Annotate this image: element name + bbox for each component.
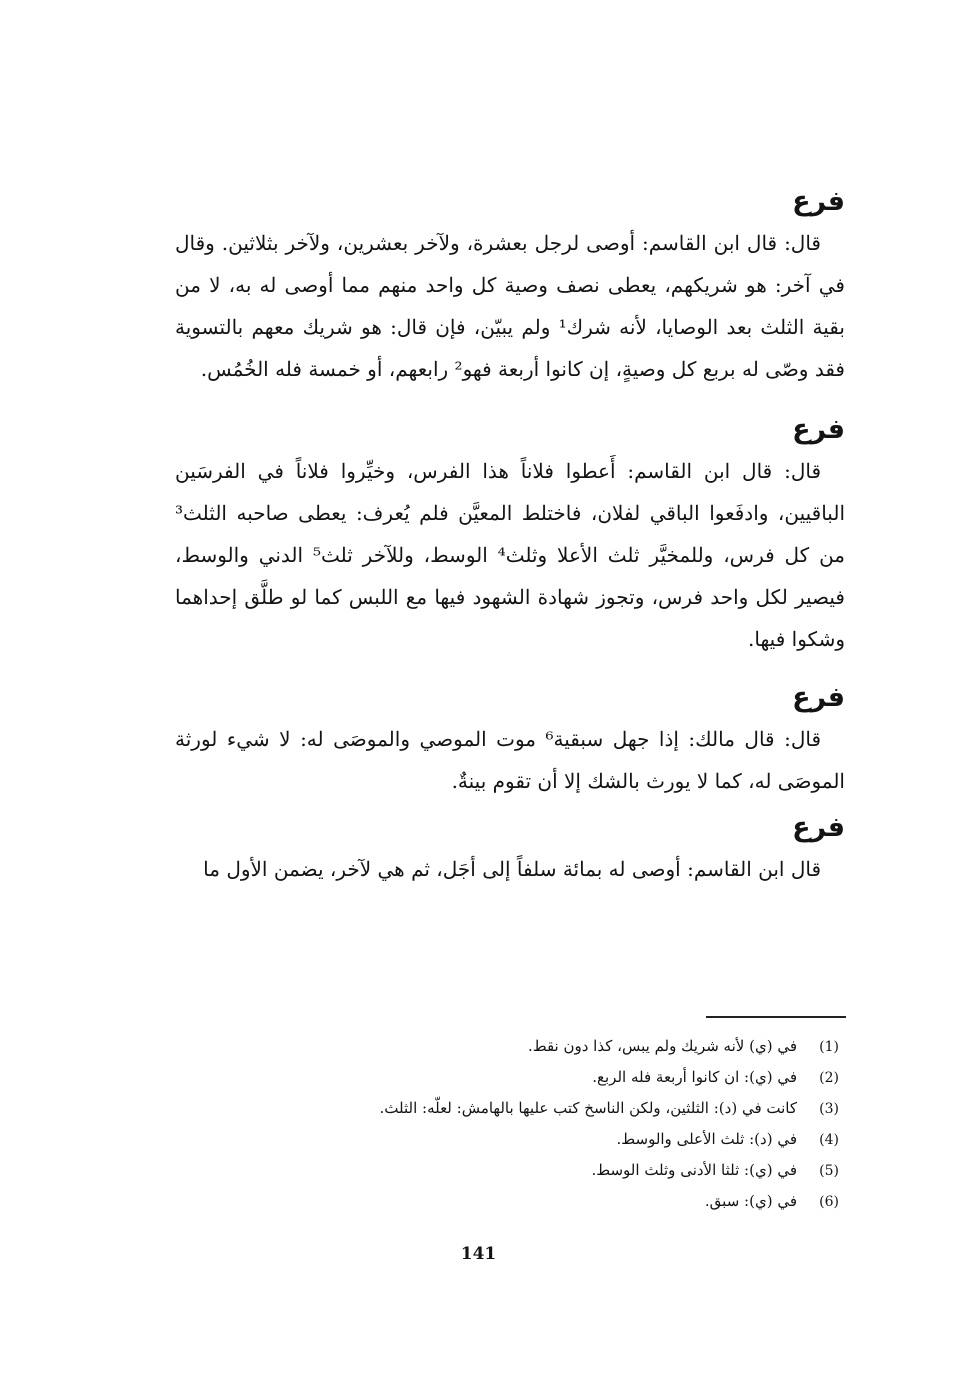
footnote-number: (3)	[819, 1101, 839, 1117]
main-text	[175, 182, 845, 890]
footnote-text: كانت في (د): الثلثين، ولكن الناسخ كتب عليها بالهامش: لعلّه: الثلث.	[379, 1099, 797, 1117]
footnote-text: في (ي): سبق.	[704, 1192, 797, 1210]
footnote-item	[175, 1062, 839, 1093]
footnote-list	[175, 1031, 839, 1217]
footnote-text: في (ي): ان كانوا أربعة فله الربع.	[592, 1068, 797, 1086]
footnote-text: في (ي): ثلثا الأدنى وثلث الوسط.	[591, 1161, 797, 1179]
footnote-item	[175, 1186, 839, 1217]
section-heading: فرع	[792, 682, 845, 713]
section-paragraph: قال ابن القاسم: أوصى له بمائة سلفاً إلى أجَل، ثم هي لآخر، يضمن الأول ما	[203, 857, 821, 881]
footnote-text: في (ي) لأنه شريك ولم يبس، كذا دون نقط.	[527, 1037, 797, 1055]
section-heading: فرع	[792, 812, 845, 843]
footnote-item	[175, 1093, 839, 1124]
page-number: 141	[460, 1244, 497, 1264]
footnote-number: (5)	[819, 1163, 839, 1179]
footnote-text: في (د): ثلث الأعلى والوسط.	[616, 1130, 797, 1148]
footnote-number: (4)	[819, 1132, 839, 1148]
section-heading: فرع	[792, 414, 845, 445]
section-paragraph: قال: قال ابن القاسم: أوصى لرجل بعشرة، ولآخر بعشرين، ولآخر بثلاثين. وقال في آخر: هو شريكهم، يعطى نصف وصية كل واحد منهم مما أوصى له به، لا من بقية الثلث بعد الوصايا، لأنه شرك¹ ولم يبيّن، فإن قال: هو شريك معهم بالتسوية فقد وصّى له بربع كل وصيةٍ، إن كانوا أربعة فهو² رابعهم، أو خمسة فله الخُمُس.	[175, 231, 845, 381]
section-paragraph: قال: قال ابن القاسم: أَعطوا فلاناً هذا الفرس، وخيِّروا فلاناً في الفرسَين الباقيين، وادفَعوا الباقي لفلان، فاختلط المعيَّن فلم يُعرف: يعطى صاحبه الثلث³ من كل فرس، وللمخيَّر ثلث الأعلا وثلث⁴ الوسط، وللآخر ثلث⁵ الدني والوسط، فيصير لكل واحد فرس، وتجوز شهادة الشهود فيها مع اللبس كما لو طلَّق إحداهما وشكوا فيها.	[175, 459, 846, 651]
footnote-item	[175, 1124, 839, 1155]
footnote-number: (1)	[819, 1039, 839, 1055]
footnote-number: (6)	[819, 1194, 839, 1210]
footnote-item	[175, 1031, 839, 1062]
footnote-divider	[706, 1016, 846, 1018]
section-paragraph: قال: قال مالك: إذا جهل سبقية⁶ موت الموصي والموصَى له: لا شيء لورثة الموصَى له، كما لا يورث بالشك إلا أن تقوم بينةٌ.	[175, 727, 845, 793]
footnote-number: (2)	[819, 1070, 839, 1086]
section-heading: فرع	[792, 186, 845, 217]
footnote-item	[175, 1155, 839, 1186]
